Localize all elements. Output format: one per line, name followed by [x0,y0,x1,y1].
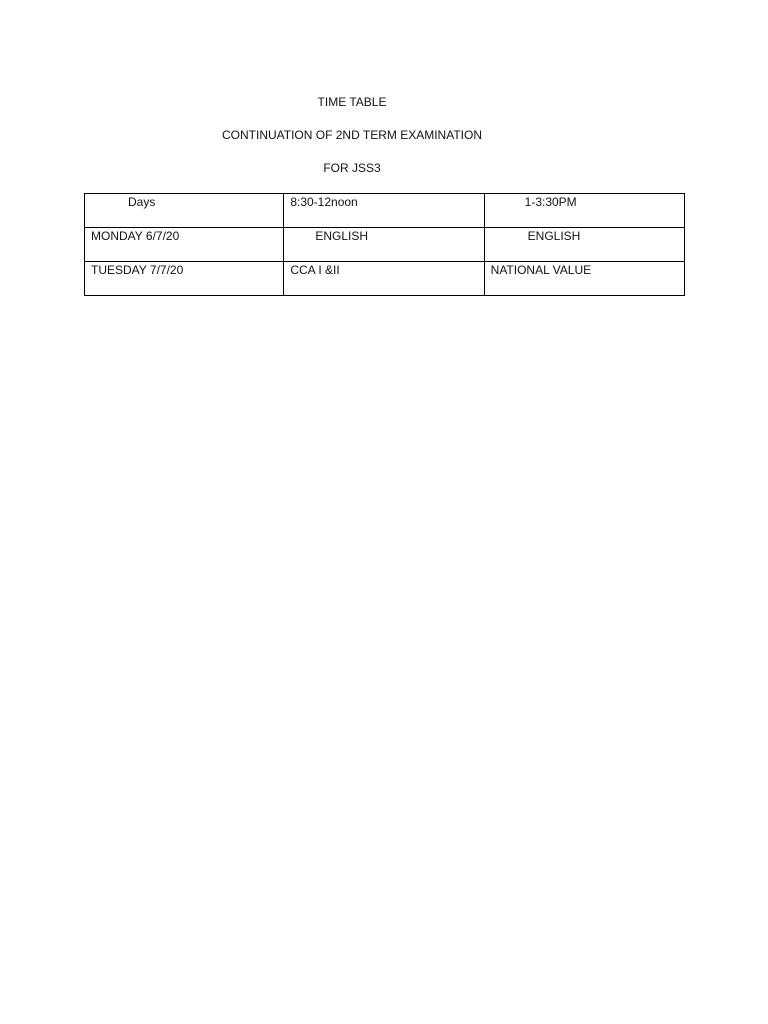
row-morning-subject: ENGLISH [284,228,484,262]
row-afternoon-subject: ENGLISH [484,228,684,262]
class-line: FOR JSS3 [323,161,381,175]
table-row [85,228,685,262]
row-day: TUESDAY 7/7/20 [85,262,284,296]
table-row [85,262,685,296]
row-morning-subject: CCA I &II [284,262,484,296]
exam-timetable [84,193,685,296]
header-afternoon: 1-3:30PM [484,194,684,228]
document-subheading: CONTINUATION OF 2ND TERM EXAMINATION [221,128,482,142]
row-afternoon-subject: NATIONAL VALUE [484,262,684,296]
row-day: MONDAY 6/7/20 [85,228,284,262]
header-days: Days [85,194,284,228]
header-morning: 8:30-12noon [284,194,484,228]
table-header-row [85,194,685,228]
document-heading: TIME TABLE [317,95,387,109]
